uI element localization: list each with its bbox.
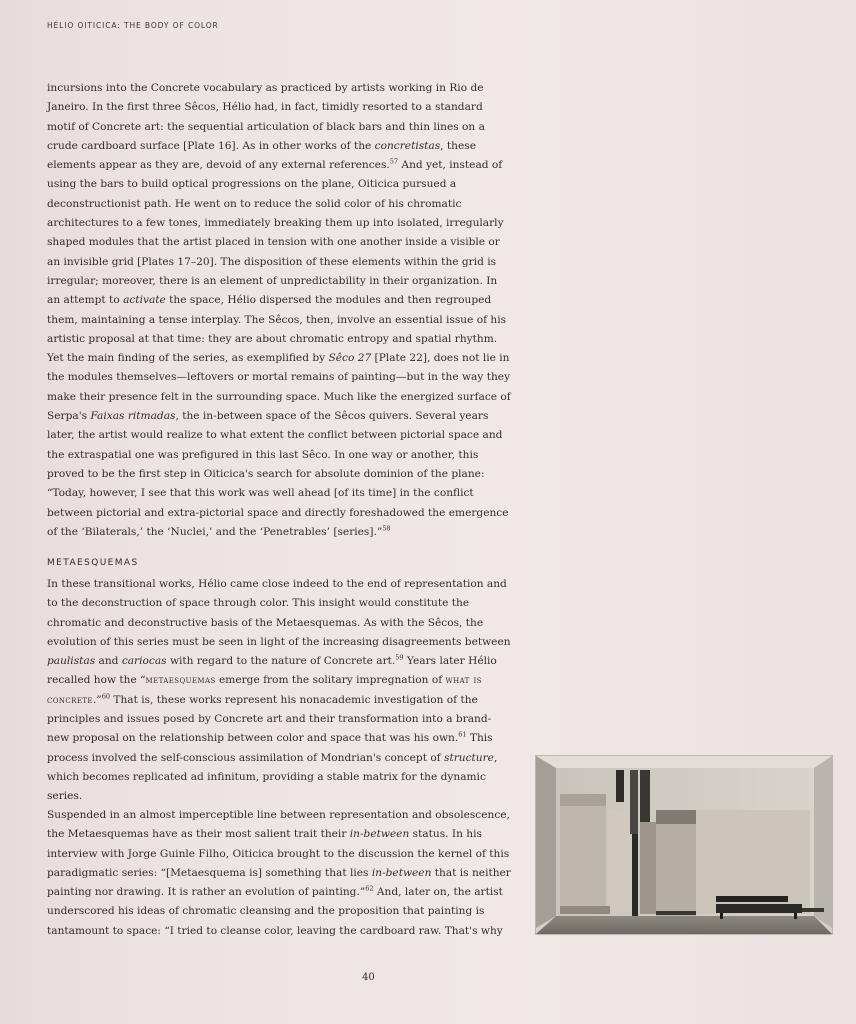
running-head: HÉLIO OITICICA: THE BODY OF COLOR: [47, 21, 219, 30]
text-run: that is neither painting nor drawing. It is rather an evolution of painting.”: [47, 866, 511, 899]
text-run: in-between: [349, 828, 410, 841]
text-run: structure: [444, 751, 494, 764]
text-run: Sêco 27: [328, 352, 372, 365]
text-run: That is, these works represent his nonacademic investigation of the principles and issues posed by Concrete art and their transformation into a brand-new proposal on the relationship between color and space that was his own.: [47, 693, 492, 745]
text-run: And, later on, the artist underscored his ideas of chromatic cleansing and the proposition that painting is tantamount to space: “I tried to cleanse color, leaving the cardboard raw. That's why: [47, 886, 503, 937]
footnote-marker: 60: [101, 692, 111, 701]
text-run: , the in-between space of the Sêcos quivers. Several years later, the artist would realize to what extent the conflict between pictorial space and the extraspatial one was prefigured in this last Sêco. In one way or another, this proved to be the first step in Oiticica's search for absolute dominion of the plane: “Today, however, I see that this work was well ahead [of its time] in the conflict between pictorial and extra-pictorial space and directly foreshadowed the emergence of the ‘Bilaterals,’ the ‘Nuclei,’ and the ‘Penetrables’ [series].”: [47, 410, 509, 538]
footnote-marker: 61: [458, 730, 467, 739]
text-run: , which becomes replicated ad infinitum, providing a stable matrix for the dynamic series.: [47, 751, 498, 803]
text-run: And yet, instead of using the bars to build optical progressions on the plane, Oiticica pursued a deconstructionist path. He went on to reduce the solid color of his chromatic architectures to a few tones, immediately breaking them up into isolated, irregularly shaped modules that the artist placed in tension with one another inside a visible or an invisible grid [Plates 17–20]. The disposition of these elements within the grid is irregular; moreover, there is an element of unpredictability in their organization. In an attempt to: [47, 159, 504, 307]
text-run: [Plate 22], does not lie in the modules themselves—leftovers or mortal remains of painting—but in the way they make their presence felt in the surrounding space. Much like the energized surface of Serpa's: [47, 352, 511, 423]
installation-photo-drawing: [536, 756, 832, 934]
page-number: 40: [362, 972, 375, 983]
footnote-marker: 62: [365, 884, 374, 893]
text-run: , these elements appear as they are, devoid of any external references.: [47, 139, 476, 172]
text-run: emerge from the solitary impregnation of: [215, 674, 446, 687]
text-run: with regard to the nature of Concrete art.: [166, 655, 396, 668]
paragraph-2: [47, 575, 512, 807]
paragraph-3-text: [47, 806, 512, 941]
text-run: what is concrete: [47, 674, 482, 706]
installation-photo: [536, 756, 832, 934]
text-run: This process involved the self-conscious assimilation of Mondrian's concept of: [47, 732, 493, 764]
paragraph-1: [47, 79, 512, 542]
paragraph-2-text: [47, 575, 512, 807]
footnote-marker: 58: [382, 524, 391, 533]
text-run: Faixas ritmadas: [90, 410, 176, 423]
text-run: In these transitional works, Hélio came close indeed to the end of representation and to the deconstruction of space through color. This insight would constitute the chromatic and deconstructive basis of the Metaesquemas. As with the Sêcos, the evolution of this series must be seen in light of the increasing disagreements between: [47, 578, 511, 648]
text-run: cariocas: [121, 655, 167, 668]
text-run: Years later Hélio recalled how the “: [47, 655, 497, 687]
text-run: .”: [92, 693, 102, 706]
text-run: the space, Hélio dispersed the modules and then regrouped them, maintaining a tense interplay. The Sêcos, then, involve an essential issue of his artistic proposal at that time: they are about chromatic entropy and spatial rhythm. Yet the main finding of the series, as exemplified by: [47, 294, 507, 365]
text-run: concretistas: [374, 139, 441, 152]
footnote-marker: 59: [395, 653, 404, 662]
text-run: incursions into the Concrete vocabulary as practiced by artists working in Rio de Janeiro. In the first three Sêcos, Hélio had, in fact, timidly resorted to a standard motif of Concrete art: the sequential articulation of black bars and thin lines on a crude cardboard surface [Plate 16]. As in other works of the: [47, 82, 485, 152]
text-run: activate: [123, 294, 166, 307]
text-run: metaesquemas: [145, 674, 216, 687]
text-run: status. In his interview with Jorge Guinle Filho, Oiticica brought to the discussion the kernel of this paradigmatic series: “[Metaesquema is] something that lies: [47, 828, 510, 879]
text-run: paulistas: [47, 655, 96, 668]
footnote-marker: 57: [389, 157, 399, 166]
paragraph-1-text: [47, 79, 512, 542]
text-run: Suspended in an almost imperceptible line between representation and obsolescence, the Metaesquemas have as their most salient trait their: [47, 809, 510, 841]
paragraph-3: [47, 806, 512, 941]
section-heading: METAESQUEMAS: [47, 558, 139, 568]
text-run: in-between: [371, 866, 432, 879]
text-run: and: [95, 655, 122, 668]
